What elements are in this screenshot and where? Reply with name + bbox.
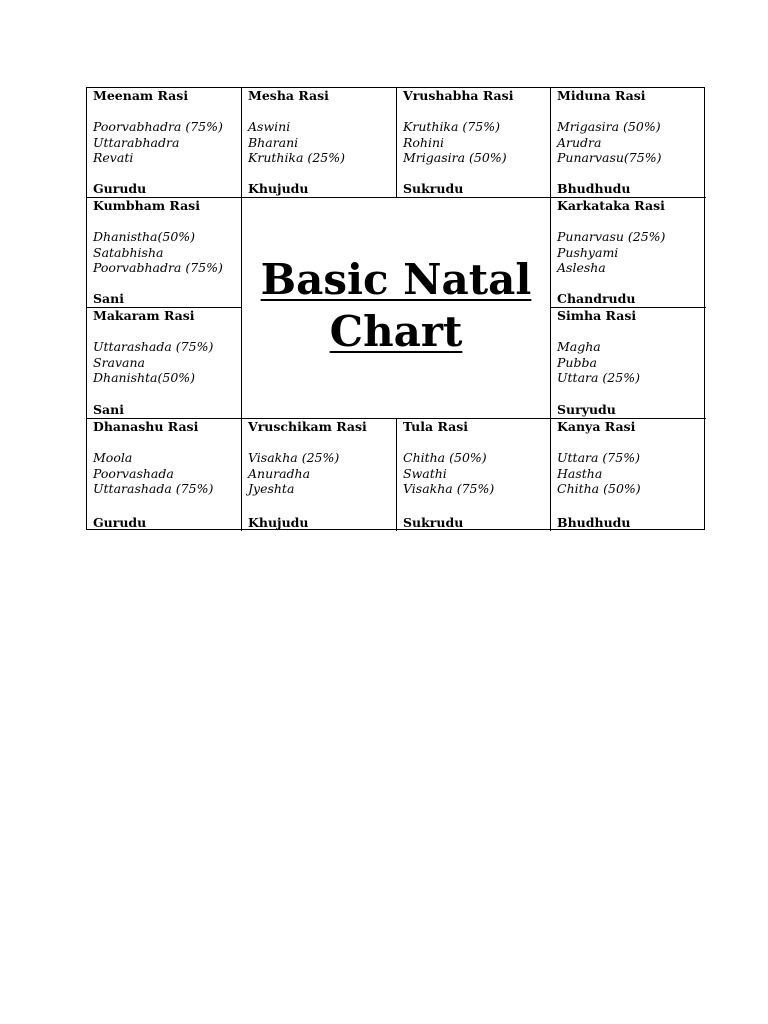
nakshatra: Poorvabhadra (75%) — [93, 119, 223, 134]
nakshatra-list — [248, 119, 392, 166]
house-simha — [551, 308, 706, 419]
rasi-lord: Gurudu — [93, 515, 147, 530]
nakshatra: Aslesha — [557, 260, 606, 275]
nakshatra: Poorvashada — [93, 465, 174, 481]
rasi-name: Simha Rasi — [557, 308, 637, 323]
rasi-name: Karkataka Rasi — [557, 198, 665, 213]
rasi-name: Meenam Rasi — [93, 88, 189, 103]
nakshatra: Pubba — [557, 354, 597, 370]
house-kumbham — [87, 198, 242, 308]
house-mesha — [242, 88, 397, 198]
nakshatra: Dhanistha(50%) — [93, 229, 196, 244]
rasi-lord: Sukrudu — [403, 515, 464, 530]
house-meenam — [87, 88, 242, 198]
nakshatra: Moola — [93, 450, 133, 465]
nakshatra: Visakha (25%) — [248, 450, 340, 465]
rasi-lord: Khujudu — [248, 181, 309, 196]
nakshatra: Rohini — [403, 134, 445, 150]
nakshatra: Revati — [93, 150, 134, 165]
nakshatra-list — [93, 339, 237, 386]
nakshatra: Dhanishta(50%) — [93, 370, 196, 385]
nakshatra: Sravana — [93, 354, 146, 370]
rasi-lord: Bhudhudu — [557, 515, 631, 530]
nakshatra: Jyeshta — [248, 481, 295, 496]
nakshatra: Satabhisha — [93, 244, 164, 260]
rasi-lord: Chandrudu — [557, 291, 636, 306]
rasi-name: Mesha Rasi — [248, 88, 329, 103]
nakshatra-list — [403, 119, 546, 166]
rasi-lord: Khujudu — [248, 515, 309, 530]
nakshatra: Magha — [557, 339, 601, 354]
chart-title-line2: Chart — [329, 307, 463, 356]
nakshatra-list — [248, 450, 392, 497]
nakshatra: Mrigasira (50%) — [557, 119, 661, 134]
nakshatra-list — [93, 229, 237, 276]
natal-chart-grid — [86, 87, 705, 530]
rasi-name: Kumbham Rasi — [93, 198, 200, 213]
nakshatra: Bharani — [248, 134, 299, 150]
nakshatra: Arudra — [557, 134, 602, 150]
nakshatra: Kruthika (25%) — [248, 150, 345, 165]
nakshatra-list — [557, 119, 702, 166]
nakshatra-list — [93, 119, 237, 166]
nakshatra: Anuradha — [248, 465, 311, 481]
nakshatra-list — [557, 450, 702, 497]
rasi-lord: Sani — [93, 291, 124, 306]
house-dhanashu — [87, 419, 242, 531]
rasi-name: Tula Rasi — [403, 419, 469, 434]
rasi-name: Miduna Rasi — [557, 88, 646, 103]
nakshatra: Uttara (25%) — [557, 370, 640, 385]
nakshatra: Mrigasira (50%) — [403, 150, 507, 165]
house-tula — [397, 419, 551, 531]
nakshatra: Uttarashada (75%) — [93, 481, 214, 496]
nakshatra: Kruthika (75%) — [403, 119, 500, 134]
chart-center — [242, 198, 551, 419]
nakshatra-list — [403, 450, 546, 497]
house-vruschikam — [242, 419, 397, 531]
rasi-name: Makaram Rasi — [93, 308, 195, 323]
nakshatra: Uttara (75%) — [557, 450, 640, 465]
nakshatra: Punarvasu (25%) — [557, 229, 666, 244]
rasi-name: Dhanashu Rasi — [93, 419, 199, 434]
nakshatra: Hastha — [557, 465, 603, 481]
nakshatra: Chitha (50%) — [557, 481, 641, 496]
house-vrushabha — [397, 88, 551, 198]
chart-title-line1: Basic Natal — [260, 255, 532, 304]
rasi-lord: Sukrudu — [403, 181, 464, 196]
rasi-name: Vrushabha Rasi — [403, 88, 514, 103]
nakshatra: Poorvabhadra (75%) — [93, 260, 223, 275]
nakshatra: Punarvasu(75%) — [557, 150, 662, 165]
house-makaram — [87, 308, 242, 419]
nakshatra-list — [557, 229, 702, 276]
rasi-name: Kanya Rasi — [557, 419, 636, 434]
nakshatra-list — [557, 339, 702, 386]
house-karkataka — [551, 198, 706, 308]
nakshatra: Uttarabhadra — [93, 134, 180, 150]
rasi-name: Vruschikam Rasi — [248, 419, 367, 434]
nakshatra: Visakha (75%) — [403, 481, 495, 496]
nakshatra: Chitha (50%) — [403, 450, 487, 465]
nakshatra: Pushyami — [557, 244, 619, 260]
chart-title — [261, 254, 532, 358]
house-kanya — [551, 419, 706, 531]
rasi-lord: Suryudu — [557, 402, 616, 417]
rasi-lord: Sani — [93, 402, 124, 417]
rasi-lord: Gurudu — [93, 181, 147, 196]
nakshatra: Swathi — [403, 465, 447, 481]
rasi-lord: Bhudhudu — [557, 181, 631, 196]
house-miduna — [551, 88, 706, 198]
nakshatra: Uttarashada (75%) — [93, 339, 214, 354]
nakshatra-list — [93, 450, 237, 497]
nakshatra: Aswini — [248, 119, 291, 134]
